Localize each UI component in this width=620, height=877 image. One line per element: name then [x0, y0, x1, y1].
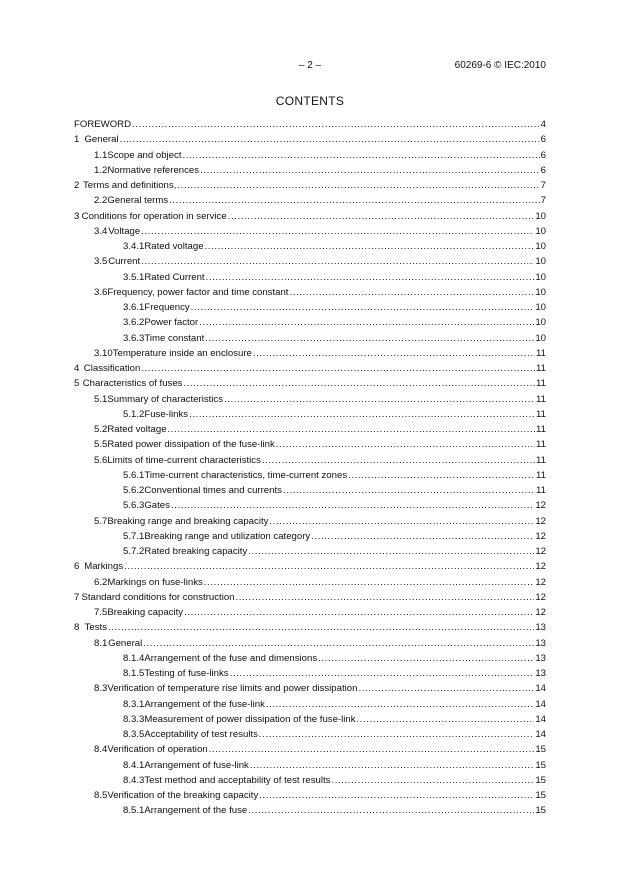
toc-entry-number: 8.3.5 [123, 729, 145, 740]
toc-entry-number: 5.7.1 [123, 530, 145, 542]
toc-entry-title: Time-current characteristics, time-current zones [144, 469, 348, 481]
toc-entry-number: 2.2 [94, 195, 108, 207]
toc-entry[interactable] [74, 500, 546, 515]
toc-dot-leader [248, 546, 534, 557]
toc-entry-page: 6 [540, 134, 546, 146]
toc-entry[interactable] [74, 470, 546, 485]
toc-entry-title: Conditions for operation in service [81, 210, 227, 222]
toc-dot-leader [120, 134, 540, 145]
toc-dot-leader [331, 775, 534, 786]
toc-entry[interactable] [74, 485, 546, 500]
toc-entry[interactable] [74, 607, 546, 622]
toc-entry-number: 8.5 [94, 790, 108, 801]
toc-entry-page: 12 [535, 500, 546, 512]
toc-entry-number: 8.1 [94, 637, 108, 649]
toc-entry[interactable] [74, 134, 546, 149]
toc-dot-leader [269, 516, 534, 527]
toc-entry-number: 8 [74, 622, 80, 634]
toc-entry-title: Frequency [144, 302, 190, 313]
toc-dot-leader [276, 439, 535, 450]
toc-entry-page: 14 [535, 729, 546, 740]
toc-entry-title: Test method and acceptability of test results [144, 774, 331, 786]
toc-entry-title: Rated voltage [144, 241, 204, 252]
toc-entry-number: 3.4.1 [123, 241, 145, 252]
toc-entry[interactable] [74, 150, 546, 165]
page-title: CONTENTS [275, 94, 345, 108]
toc-dot-leader [357, 714, 535, 725]
toc-entry-number: 3.10 [94, 347, 113, 359]
toc-entry-number: 1.1 [94, 149, 108, 161]
toc-entry-page: 10 [535, 225, 546, 237]
toc-dot-leader [259, 790, 534, 801]
toc-entry-number: 5.1.2 [123, 408, 145, 420]
toc-entry-number: 3.6.3 [123, 332, 145, 344]
toc-dot-leader [253, 348, 535, 359]
toc-entry-title: Voltage [108, 225, 141, 237]
toc-entry-page: 10 [535, 332, 546, 344]
toc-entry[interactable] [74, 317, 546, 332]
toc-entry-page: 15 [535, 744, 546, 756]
standard-reference: 60269-6 © IEC:2010 [454, 60, 546, 71]
toc-entry-page: 11 [536, 485, 546, 496]
table-of-contents [74, 119, 546, 821]
toc-dot-leader [183, 150, 540, 161]
toc-entry-title: Scope and object [107, 149, 182, 161]
toc-entry-title: Frequency, power factor and time constant [107, 286, 289, 298]
toc-entry[interactable] [74, 272, 546, 287]
toc-dot-leader [183, 378, 535, 389]
toc-entry-number: 5 [74, 378, 80, 390]
toc-entry-title: Markings on fuse-links [107, 576, 203, 588]
toc-entry-page: 4 [540, 119, 546, 130]
toc-dot-leader [248, 805, 534, 816]
toc-entry-page: 10 [535, 271, 546, 283]
toc-entry[interactable] [74, 577, 546, 592]
toc-dot-leader [132, 119, 540, 130]
toc-entry-number: 3 [74, 210, 80, 222]
toc-entry-page: 12 [535, 530, 546, 542]
toc-entry[interactable] [74, 348, 546, 363]
toc-entry[interactable] [74, 592, 546, 607]
toc-entry-number: 5.7 [94, 515, 108, 527]
toc-entry[interactable] [74, 409, 546, 424]
toc-entry[interactable] [74, 622, 546, 637]
toc-entry-number: 3.4 [94, 225, 108, 237]
toc-entry-page: 13 [535, 652, 546, 664]
toc-entry-number: 8.3 [94, 683, 108, 695]
toc-entry-title: Tests [84, 622, 108, 634]
toc-entry-title: Terms and definitions, [83, 180, 177, 191]
toc-entry[interactable] [74, 256, 546, 271]
toc-entry-title: Rated Current [144, 271, 205, 283]
toc-entry-number: 1 [74, 134, 80, 146]
toc-entry-title: FOREWORD [74, 119, 132, 130]
toc-entry-page: 10 [535, 210, 546, 222]
toc-dot-leader [230, 668, 535, 679]
toc-entry-title: Current [108, 256, 141, 268]
toc-entry-number: 5.7.2 [123, 546, 145, 557]
toc-entry-title: Conventional times and currents [144, 485, 282, 496]
toc-dot-leader [209, 744, 535, 755]
toc-entry-title: Arrangement of the fuse and dimensions [144, 652, 318, 664]
toc-entry-number: 5.6.1 [123, 469, 145, 481]
toc-entry-number: 5.6.2 [123, 485, 145, 496]
toc-dot-leader [204, 577, 535, 588]
toc-entry-title: Verification of the breaking capacity [107, 790, 259, 801]
toc-entry-page: 12 [535, 591, 546, 603]
toc-entry[interactable] [74, 683, 546, 698]
toc-entry[interactable] [74, 653, 546, 668]
toc-entry[interactable] [74, 241, 546, 256]
toc-entry-number: 7.5 [94, 607, 108, 618]
toc-dot-leader [283, 485, 535, 496]
toc-entry-title: General [84, 134, 119, 146]
toc-entry-page: 14 [535, 698, 546, 710]
toc-entry-title: Characteristics of fuses [82, 378, 183, 390]
page-header [0, 60, 620, 74]
toc-entry-title: Classification [83, 363, 141, 374]
toc-entry[interactable] [74, 165, 546, 180]
toc-dot-leader [205, 333, 534, 344]
toc-dot-leader [224, 394, 535, 405]
toc-entry-page: 11 [536, 393, 546, 405]
toc-dot-leader [124, 561, 534, 572]
toc-dot-leader [206, 272, 535, 283]
toc-entry-number: 5.2 [94, 424, 108, 435]
toc-entry-title: Verification of temperature rise limits and power dissipation [107, 683, 358, 695]
toc-dot-leader [141, 226, 534, 237]
toc-entry-title: Testing of fuse-links [144, 668, 229, 679]
toc-entry-title: Gates [144, 500, 170, 512]
toc-entry-page: 15 [535, 774, 546, 786]
toc-entry-number: 2 [74, 180, 80, 191]
toc-entry-page: 11 [536, 408, 546, 420]
toc-entry-title: Breaking range and breaking capacity [107, 515, 269, 527]
toc-entry-page: 11 [536, 363, 546, 374]
toc-entry-page: 10 [535, 286, 546, 298]
toc-entry[interactable] [74, 668, 546, 683]
toc-entry-number: 8.4 [94, 744, 108, 756]
toc-entry[interactable] [74, 378, 546, 393]
toc-entry-number: 5.5 [94, 439, 108, 451]
toc-entry-page: 12 [535, 515, 546, 527]
toc-entry-number: 6 [74, 561, 80, 573]
toc-entry[interactable] [74, 790, 546, 805]
toc-entry-page: 11 [536, 424, 546, 435]
toc-entry-title: Summary of characteristics [107, 393, 224, 405]
toc-entry-number: 3.6.2 [123, 317, 145, 329]
toc-entry-page: 13 [535, 668, 546, 679]
toc-entry[interactable] [74, 638, 546, 653]
toc-entry[interactable] [74, 333, 546, 348]
toc-entry[interactable] [74, 211, 546, 226]
toc-entry-title: Time constant [144, 332, 205, 344]
toc-entry[interactable] [74, 546, 546, 561]
toc-entry-page: 6 [540, 164, 546, 176]
toc-entry-number: 7 [74, 591, 80, 603]
toc-entry[interactable] [74, 195, 546, 210]
toc-entry[interactable] [74, 760, 546, 775]
toc-entry[interactable] [74, 394, 546, 409]
toc-entry-title: Breaking range and utilization category [144, 530, 311, 542]
toc-entry-number: 3.5.1 [123, 271, 145, 283]
toc-entry-page: 11 [536, 454, 546, 466]
toc-entry-page: 15 [535, 805, 546, 817]
toc-entry[interactable] [74, 180, 546, 195]
toc-dot-leader [169, 195, 540, 206]
toc-entry-number: 6.2 [94, 576, 108, 588]
toc-dot-leader [184, 607, 534, 618]
toc-entry[interactable] [74, 455, 546, 470]
toc-dot-leader [236, 592, 535, 603]
toc-dot-leader [191, 302, 535, 313]
toc-entry-page: 14 [535, 683, 546, 695]
toc-entry-page: 13 [535, 637, 546, 649]
toc-entry[interactable] [74, 302, 546, 317]
toc-entry-page: 11 [536, 439, 546, 451]
toc-entry-page: 10 [535, 317, 546, 329]
toc-entry-number: 8.1.5 [123, 668, 145, 679]
toc-entry-title: Limits of time-current characteristics [107, 454, 261, 466]
toc-entry-number: 3.6 [94, 286, 108, 298]
toc-entry-title: Rated voltage [107, 424, 167, 435]
toc-dot-leader [348, 470, 535, 481]
toc-entry[interactable] [74, 805, 546, 820]
toc-dot-leader [189, 409, 535, 420]
toc-dot-leader [311, 531, 534, 542]
toc-dot-leader [259, 729, 534, 740]
toc-entry-number: 8.1.4 [123, 652, 145, 664]
toc-entry-page: 10 [535, 302, 546, 313]
toc-entry-page: 15 [535, 759, 546, 771]
toc-entry-title: Standard conditions for construction [81, 591, 235, 603]
toc-entry-page: 10 [535, 241, 546, 252]
toc-entry-number: 1.2 [94, 164, 108, 176]
toc-entry-title: Breaking capacity [107, 607, 184, 618]
toc-entry-page: 14 [535, 713, 546, 725]
toc-entry-page: 15 [535, 790, 546, 801]
toc-entry[interactable] [74, 714, 546, 729]
toc-entry-title: Acceptability of test results [144, 729, 258, 740]
toc-entry-title: Measurement of power dissipation of the fuse-link [144, 713, 356, 725]
toc-dot-leader [262, 455, 535, 466]
toc-dot-leader [199, 317, 534, 328]
toc-entry-page: 12 [535, 576, 546, 588]
toc-entry[interactable] [74, 531, 546, 546]
toc-dot-leader [177, 180, 539, 191]
toc-entry[interactable] [74, 287, 546, 302]
toc-dot-leader [228, 211, 535, 222]
toc-dot-leader [141, 363, 535, 374]
toc-entry-title: General [108, 637, 143, 649]
toc-entry-title: Fuse-links [144, 408, 189, 420]
toc-entry-page: 7 [540, 180, 546, 191]
toc-entry-page: 10 [535, 256, 546, 268]
toc-entry[interactable] [74, 729, 546, 744]
toc-dot-leader [289, 287, 534, 298]
toc-entry-number: 3.5 [94, 256, 108, 268]
toc-entry[interactable] [74, 119, 546, 134]
toc-entry[interactable] [74, 424, 546, 439]
toc-entry-page: 11 [536, 347, 546, 359]
toc-entry-number: 5.6 [94, 454, 108, 466]
toc-dot-leader [200, 165, 540, 176]
toc-dot-leader [168, 424, 535, 435]
toc-entry-number: 3.6.1 [123, 302, 145, 313]
toc-entry-number: 8.5.1 [123, 805, 145, 817]
toc-entry[interactable] [74, 744, 546, 759]
toc-entry[interactable] [74, 439, 546, 454]
toc-entry-title: Arrangement of fuse-link [144, 759, 249, 771]
toc-entry-title: Markings [84, 561, 124, 573]
toc-entry[interactable] [74, 516, 546, 531]
toc-dot-leader [171, 500, 534, 511]
toc-dot-leader [143, 638, 534, 649]
toc-entry-page: 11 [536, 469, 546, 481]
toc-dot-leader [250, 760, 534, 771]
toc-entry-page: 12 [535, 607, 546, 618]
toc-dot-leader [108, 622, 534, 633]
toc-entry-page: 11 [536, 378, 546, 390]
toc-dot-leader [141, 256, 534, 267]
toc-entry-number: 8.3.3 [123, 713, 145, 725]
toc-entry-number: 5.1 [94, 393, 108, 405]
toc-entry-number: 5.6.3 [123, 500, 145, 512]
toc-dot-leader [266, 699, 534, 710]
toc-entry[interactable] [74, 775, 546, 790]
toc-entry-title: Rated breaking capacity [144, 546, 248, 557]
toc-entry-page: 7 [540, 195, 546, 207]
toc-entry[interactable] [74, 226, 546, 241]
toc-entry-title: Temperature inside an enclosure [112, 347, 252, 359]
toc-entry-page: 12 [535, 561, 546, 573]
page-number: – 2 – [298, 60, 322, 71]
toc-entry-page: 12 [535, 546, 546, 557]
toc-dot-leader [358, 683, 534, 694]
toc-entry-title: Arrangement of the fuse-link [144, 698, 265, 710]
toc-entry-page: 6 [540, 149, 546, 161]
toc-entry-title: Normative references [107, 164, 200, 176]
toc-entry[interactable] [74, 699, 546, 714]
toc-entry-title: General terms [107, 195, 169, 207]
toc-entry-title: Power factor [144, 317, 199, 329]
toc-entry-title: Rated power dissipation of the fuse-link [107, 439, 275, 451]
toc-entry[interactable] [74, 363, 546, 378]
toc-dot-leader [205, 241, 535, 252]
toc-entry-number: 8.4.3 [123, 774, 145, 786]
toc-entry-title: Arrangement of the fuse [144, 805, 248, 817]
toc-entry[interactable] [74, 561, 546, 576]
toc-dot-leader [318, 653, 534, 664]
toc-entry-title: Verification of operation [107, 744, 208, 756]
toc-entry-number: 8.3.1 [123, 698, 145, 710]
toc-entry-page: 13 [535, 622, 546, 634]
toc-entry-number: 8.4.1 [123, 759, 145, 771]
toc-entry-number: 4 [74, 363, 80, 374]
